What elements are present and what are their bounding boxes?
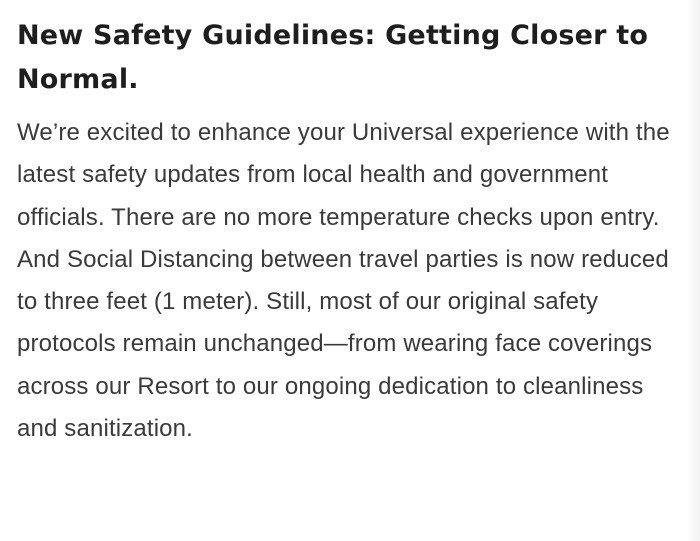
article-headline: New Safety Guidelines: Getting Closer to Normal. [17,20,649,95]
scroll-edge-shadow [686,0,700,541]
article-paragraph: We’re excited to enhance your Universal experience with the latest safety updates from local health and government officials. There are no more temperature checks upon entry. And Social Distancing between travel parties is now reduced to three feet (1 meter). Still, most of our original safety protocols remain unchanged—from wearing face coverings across our Resort to our ongoing dedication to cleanliness and sanitization. [17,119,670,443]
safety-guidelines-article [17,14,687,450]
